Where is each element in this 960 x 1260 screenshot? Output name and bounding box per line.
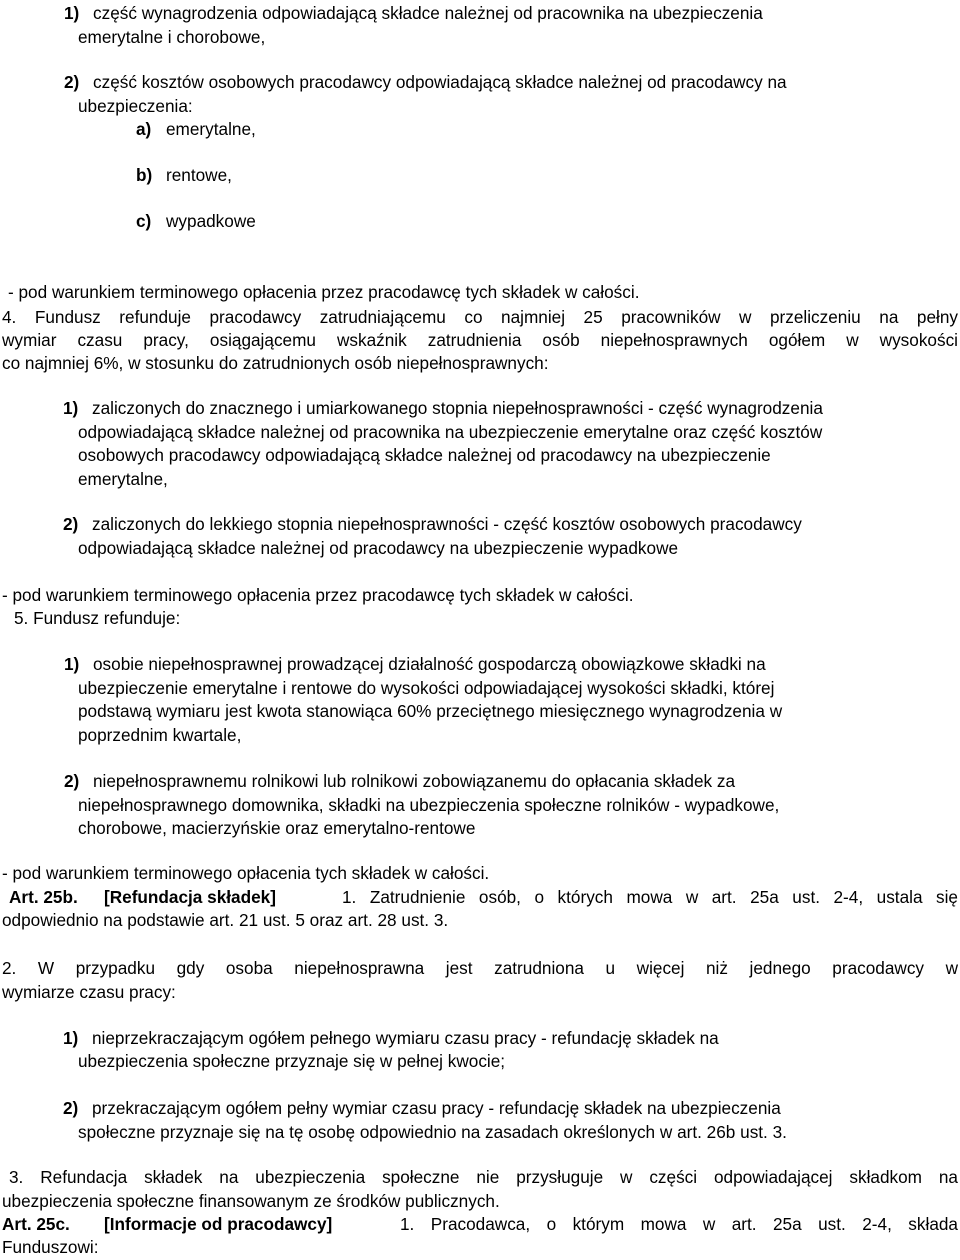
body-text-line: osobie niepełnosprawnej prowadzącej działalność gospodarczą obowiązkowe składki na bbox=[93, 654, 766, 674]
body-text-line: co najmniej 6%, w stosunku do zatrudnionych osób niepełnosprawnych: bbox=[2, 353, 549, 373]
body-text-line: emerytalne, bbox=[78, 469, 168, 489]
body-text-line: wymiar czasu pracy, osiągającemu wskaźnik zatrudnienia osób niepełnosprawnych ogółem w wysokości bbox=[2, 330, 958, 350]
article-number: Art. 25c. bbox=[2, 1214, 70, 1234]
item-number: 2) bbox=[63, 1098, 79, 1118]
item-number: 1) bbox=[64, 3, 80, 23]
condition-line: - pod warunkiem terminowego opłacenia przez pracodawcę tych składek w całości. bbox=[8, 282, 640, 302]
item-number: 2) bbox=[63, 514, 79, 534]
body-text-line: chorobowe, macierzyńskie oraz emerytalno-rentowe bbox=[78, 818, 476, 838]
sub-item-letter: a) bbox=[136, 119, 152, 139]
body-text-line: część wynagrodzenia odpowiadającą składce należnej od pracownika na ubezpieczenia bbox=[93, 3, 763, 23]
body-text-line: odpowiednio na podstawie art. 21 ust. 5 oraz art. 28 ust. 3. bbox=[2, 910, 449, 930]
body-text-line: Funduszowi: bbox=[2, 1237, 99, 1257]
body-text-line: ubezpieczenia: bbox=[78, 96, 193, 116]
body-text-line: ubezpieczenia społeczne przyznaje się w pełnej kwocie; bbox=[78, 1051, 506, 1071]
body-text-line: 2. W przypadku gdy osoba niepełnosprawna jest zatrudniona u więcej niż jednego pracodawcy w bbox=[2, 958, 958, 978]
item-number: 1) bbox=[63, 398, 79, 418]
body-text-line: podstawą wymiaru jest kwota stanowiąca 60% przeciętnego miesięcznego wynagrodzenia w bbox=[78, 701, 783, 721]
body-text-line: zaliczonych do lekkiego stopnia niepełnosprawności - część kosztów osobowych pracodawcy bbox=[92, 514, 802, 534]
body-text-line: niepełnosprawnemu rolnikowi lub rolnikowi zobowiązanemu do opłacania składek za bbox=[93, 771, 736, 791]
item-number: 2) bbox=[64, 771, 80, 791]
body-text-line: odpowiadającą składce należnej od pracownika na ubezpieczenie emerytalne oraz część kosztów bbox=[78, 422, 823, 442]
body-text-line: nieprzekraczającym ogółem pełnego wymiaru czasu pracy - refundację składek na bbox=[92, 1028, 719, 1048]
body-text-line: społeczne przyznaje się na tę osobę odpowiednio na zasadach określonych w art. 26b ust. 3. bbox=[78, 1122, 787, 1142]
body-text-line: osobowych pracodawcy odpowiadającą składce należnej od pracodawcy na ubezpieczenie bbox=[78, 445, 771, 465]
body-text-line: zaliczonych do znacznego i umiarkowanego stopnia niepełnosprawności - część wynagrodzenia bbox=[92, 398, 823, 418]
condition-line: - pod warunkiem terminowego opłacenia przez pracodawcę tych składek w całości. bbox=[2, 585, 634, 605]
body-text-line: 1. Zatrudnienie osób, o których mowa w art. 25a ust. 2-4, ustala się bbox=[342, 887, 958, 907]
paragraph-heading: 5. Fundusz refunduje: bbox=[14, 608, 181, 628]
body-text-line: wypadkowe bbox=[166, 211, 256, 231]
condition-line: - pod warunkiem terminowego opłacenia tych składek w całości. bbox=[2, 863, 490, 883]
body-text-line: ubezpieczenie emerytalne i rentowe do wysokości odpowiadającej wysokości składki, której bbox=[78, 678, 775, 698]
body-text-line: emerytalne, bbox=[166, 119, 256, 139]
sub-item-letter: c) bbox=[136, 211, 152, 231]
body-text-line: 1. Pracodawca, o którym mowa w art. 25a ust. 2-4, składa bbox=[400, 1214, 958, 1234]
body-text-line: 4. Fundusz refunduje pracodawcy zatrudniającemu co najmniej 25 pracowników w przeliczeniu na pełny bbox=[2, 307, 958, 327]
body-text-line: poprzednim kwartale, bbox=[78, 725, 242, 745]
item-number: 1) bbox=[64, 654, 80, 674]
sub-item-letter: b) bbox=[136, 165, 153, 185]
body-text-line: część kosztów osobowych pracodawcy odpowiadającą składce należnej od pracodawcy na bbox=[93, 72, 787, 92]
body-text-line: 3. Refundacja składek na ubezpieczenia społeczne nie przysługuje w części odpowiadającej składkom na bbox=[9, 1167, 958, 1187]
body-text-line: niepełnosprawnego domownika, składki na ubezpieczenia społeczne rolników - wypadkowe, bbox=[78, 795, 780, 815]
article-title: [Refundacja składek] bbox=[104, 887, 276, 907]
body-text-line: rentowe, bbox=[166, 165, 232, 185]
body-text-line: wymiarze czasu pracy: bbox=[2, 982, 176, 1002]
body-text-line: ubezpieczenia społeczne finansowanym ze środków publicznych. bbox=[2, 1191, 500, 1211]
body-text-line: przekraczającym ogółem pełny wymiar czasu pracy - refundację składek na ubezpieczenia bbox=[92, 1098, 781, 1118]
item-number: 1) bbox=[63, 1028, 79, 1048]
item-number: 2) bbox=[64, 72, 80, 92]
body-text-line: emerytalne i chorobowe, bbox=[78, 27, 266, 47]
body-text-line: odpowiadającą składce należnej od pracodawcy na ubezpieczenie wypadkowe bbox=[78, 538, 679, 558]
article-title: [Informacje od pracodawcy] bbox=[104, 1214, 333, 1234]
article-number: Art. 25b. bbox=[9, 887, 78, 907]
